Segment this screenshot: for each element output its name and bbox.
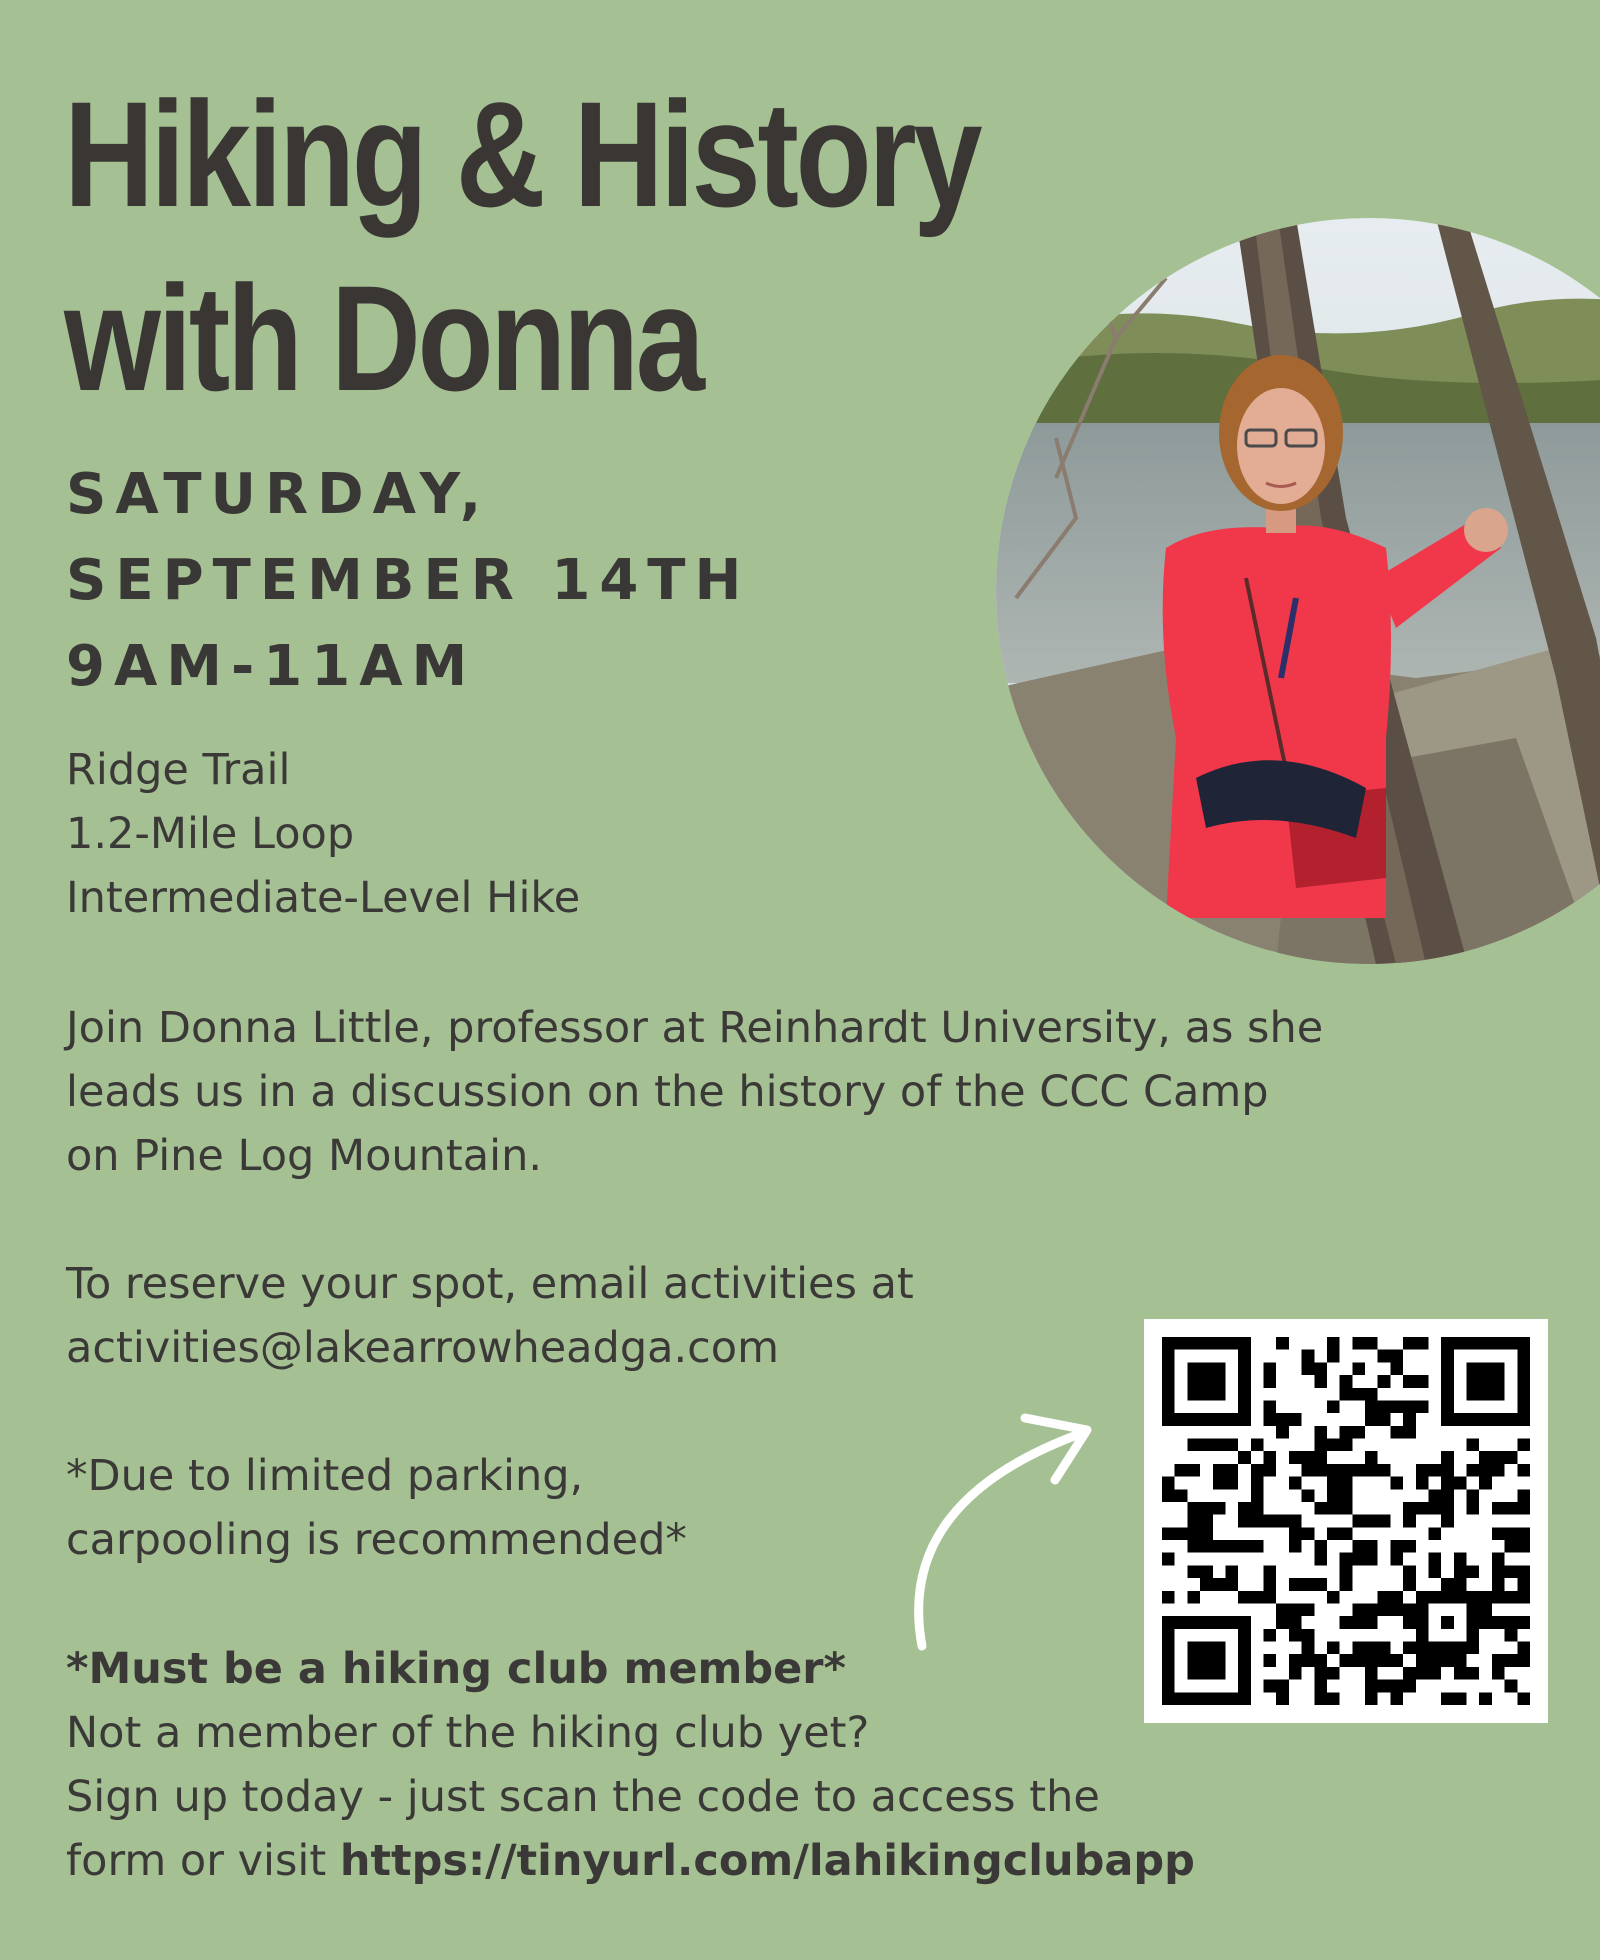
reserve-line: To reserve your spot, email activities at <box>66 1259 914 1309</box>
title-line-2: with Donna <box>64 254 702 422</box>
parking-line-2: carpooling is recommended* <box>66 1515 687 1565</box>
membership-question: Not a member of the hiking club yet? <box>66 1708 870 1758</box>
trail-name: Ridge Trail <box>66 745 291 795</box>
title-line-1: Hiking & History <box>64 70 980 238</box>
event-day: SATURDAY, <box>66 462 491 527</box>
trail-level: Intermediate-Level Hike <box>66 873 581 923</box>
parking-line-1: *Due to limited parking, <box>66 1451 584 1501</box>
signup-url[interactable]: https://tinyurl.com/lahikingclubapp <box>339 1836 1195 1886</box>
membership-signup: Sign up today - just scan the code to access the <box>66 1772 1100 1822</box>
description <box>66 996 1566 1188</box>
poster-title <box>64 62 1110 430</box>
event-time: 9AM-11AM <box>66 634 477 699</box>
qr-code-pattern <box>1162 1337 1530 1705</box>
description-line-3: on Pine Log Mountain. <box>66 1131 543 1181</box>
visit-prefix: form or visit <box>66 1836 340 1886</box>
event-date: SEPTEMBER 14TH <box>66 548 751 613</box>
curved-arrow-icon <box>900 1400 1120 1660</box>
description-line-1: Join Donna Little, professor at Reinhardt University, as she <box>66 1003 1324 1053</box>
event-datetime <box>66 452 750 710</box>
membership-requirement: *Must be a hiking club member* <box>66 1644 846 1694</box>
description-line-2: leads us in a discussion on the history of the CCC Camp <box>66 1067 1269 1117</box>
trail-details <box>66 738 580 930</box>
reserve-email[interactable]: activities@lakearrowheadga.com <box>66 1323 779 1373</box>
trail-distance: 1.2-Mile Loop <box>66 809 355 859</box>
membership-visit <box>66 1829 1566 1893</box>
signup-qr-code[interactable] <box>1144 1319 1548 1723</box>
